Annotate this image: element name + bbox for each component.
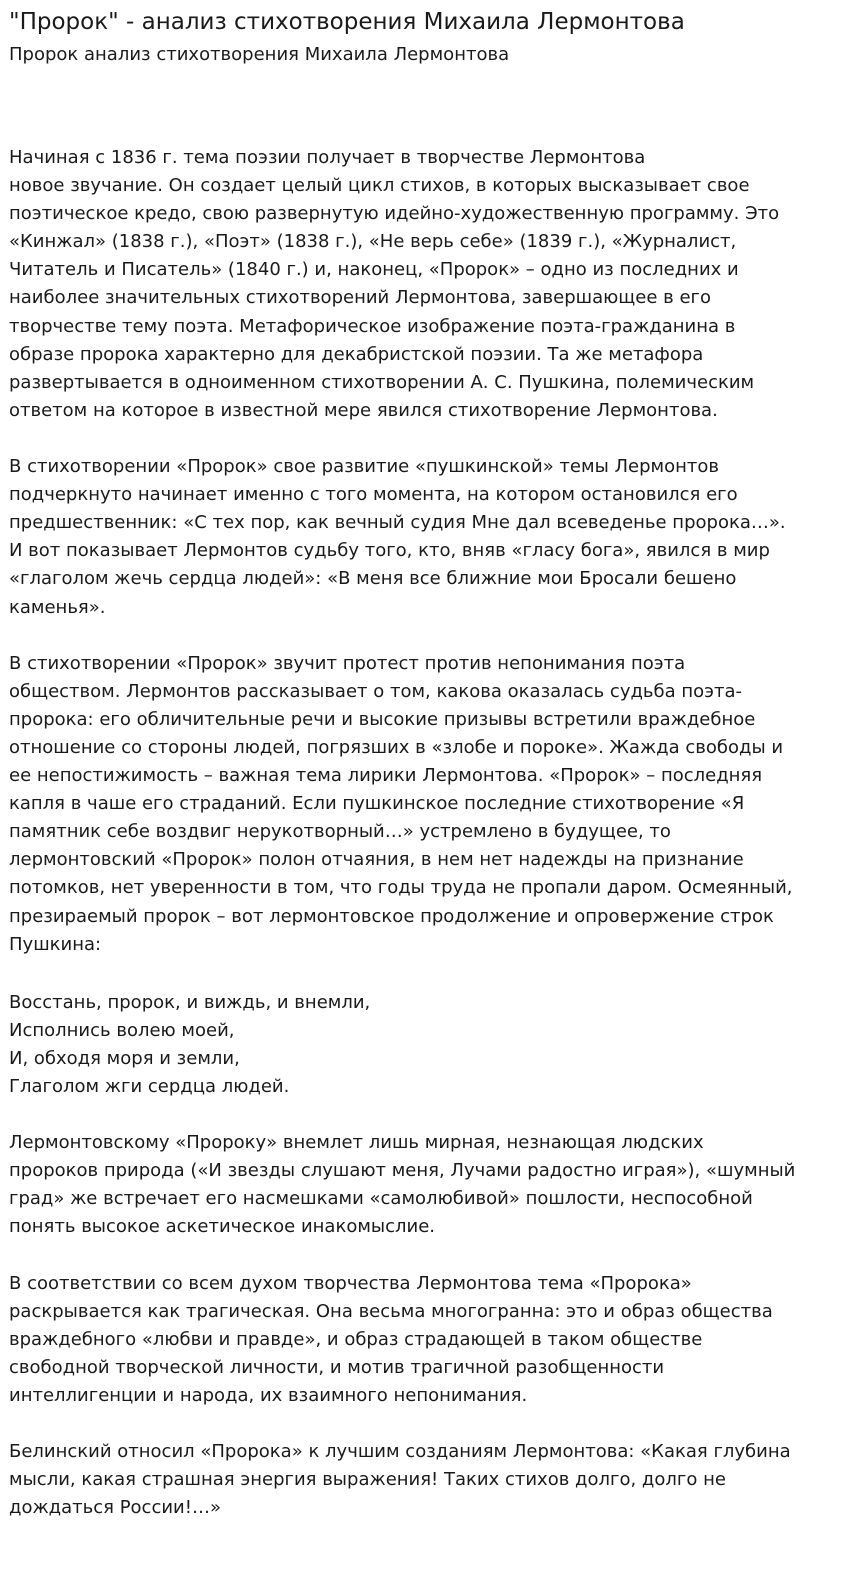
text-line: В стихотворении «Пророк» звучит протест против непонимания поэта [9,652,686,674]
paragraph-gap [9,959,838,989]
paragraph-gap [9,622,838,650]
poem-line: Восстань, пророк, и виждь, и внемли, [9,991,371,1013]
text-line: понять высокое аскетическое инакомыслие. [9,1216,436,1238]
text-line: каменья». [9,596,106,618]
text-line: образе пророка характерно для декабристской поэзии. Та же метафора [9,343,704,365]
text-line: Белинский относил «Пророка» к лучшим созданиям Лермонтова: «Какая глубина [9,1441,791,1463]
text-line: презираемый пророк – вот лермонтовское продолжение и опровержение строк [9,905,774,927]
poem-quote [9,989,838,1101]
text-line: интеллигенции и народа, их взаимного непонимания. [9,1385,528,1407]
text-line: дождаться России!…» [9,1497,221,1519]
paragraph-tragic [9,1270,838,1410]
text-line: мысли, какая страшная энергия выражения! Таких стихов долго, долго не [9,1469,726,1491]
paragraph-theme [9,453,838,622]
paragraph-gap [9,1242,838,1270]
text-line: лермонтовский «Пророк» полон отчаяния, в нем нет надежды на признание [9,849,744,871]
paragraph-intro [9,144,838,425]
paragraph-protest [9,650,838,959]
text-line: В стихотворении «Пророк» свое развитие «пушкинской» темы Лермонтов [9,456,719,478]
text-line: обществом. Лермонтов рассказывает о том, какова оказалась судьба поэта- [9,680,743,702]
paragraph-belinsky [9,1438,838,1522]
text-line: пророков природа («И звезды слушают меня, Лучами радостно играя»), «шумный [9,1160,796,1182]
text-line: пророка: его обличительные речи и высокие призывы встретили враждебное [9,708,756,730]
text-line: ее непостижимость – важная тема лирики Лермонтова. «Пророк» – последняя [9,765,763,787]
text-line: подчеркнуто начинает именно с того момента, на котором остановился его [9,484,738,506]
article-subtitle: Пророк анализ стихотворения Михаила Лермонтова [9,44,510,65]
poem-line: И, обходя моря и земли, [9,1047,240,1069]
text-line: капля в чаше его страданий. Если пушкинское последние стихотворение «Я [9,793,745,815]
text-line: потомков, нет уверенности в том, что годы труда не пропали даром. Осмеянный, [9,877,793,899]
text-line: новое звучание. Он создает целый цикл стихов, в которых высказывает свое [9,175,750,197]
text-line: поэтическое кредо, свою развернутую идейно-художественную программу. Это [9,203,780,225]
text-line: Начиная с 1836 г. тема поэзии получает в творчестве Лермонтова [9,147,646,168]
text-line: враждебного «любви и правде», и образ страдающей в таком обществе [9,1328,703,1350]
paragraph-gap [9,425,838,453]
text-line: Читатель и Писатель» (1840 г.) и, наконец, «Пророк» – одно из последних и [9,259,739,281]
article-body [9,144,838,1523]
text-line: свободной творческой личности, и мотив трагичной разобщенности [9,1356,665,1378]
text-line: «глаголом жечь сердца людей»: «В меня все ближние мои Бросали бешено [9,568,737,590]
text-line: памятник себе воздвиг нерукотворный…» устремлено в будущее, то [9,821,671,843]
text-line: раскрывается как трагическая. Она весьма многогранна: это и образ общества [9,1300,773,1322]
text-line: Пушкина: [9,933,102,955]
text-line: творчестве тему поэта. Метафорическое изображение поэта-гражданина в [9,315,736,337]
poem-line: Глаголом жги сердца людей. [9,1076,290,1097]
paragraph-gap [9,1410,838,1438]
paragraph-nature [9,1129,838,1241]
text-line: отношение со стороны людей, погрязших в «злобе и пороке». Жажда свободы и [9,736,784,758]
text-line: Лермонтовскому «Пророку» внемлет лишь мирная, незнающая людских [9,1132,704,1154]
paragraph-gap [9,1101,838,1129]
text-line: «Кинжал» (1838 г.), «Поэт» (1838 г.), «Не верь себе» (1839 г.), «Журналист, [9,231,737,253]
text-line: И вот показывает Лермонтов судьбу того, кто, вняв «гласу бога», явился в мир [9,540,770,562]
text-line: ответом на которое в известной мере явился стихотворение Лермонтова. [9,399,718,421]
text-line: град» же встречает его насмешками «самолюбивой» пошлости, неспособной [9,1188,753,1210]
poem-line: Исполнись волею моей, [9,1019,235,1041]
article-title: "Пророк" - анализ стихотворения Михаила Лермонтова [9,9,685,35]
text-line: развертывается в одноименном стихотворении А. С. Пушкина, полемическим [9,371,755,393]
text-line: предшественник: «С тех пор, как вечный судия Мне дал всеведенье пророка…». [9,512,786,534]
text-line: наиболее значительных стихотворений Лермонтова, завершающее в его [9,287,711,309]
text-line: В соответствии со всем духом творчества Лермонтова тема «Пророка» [9,1272,692,1294]
